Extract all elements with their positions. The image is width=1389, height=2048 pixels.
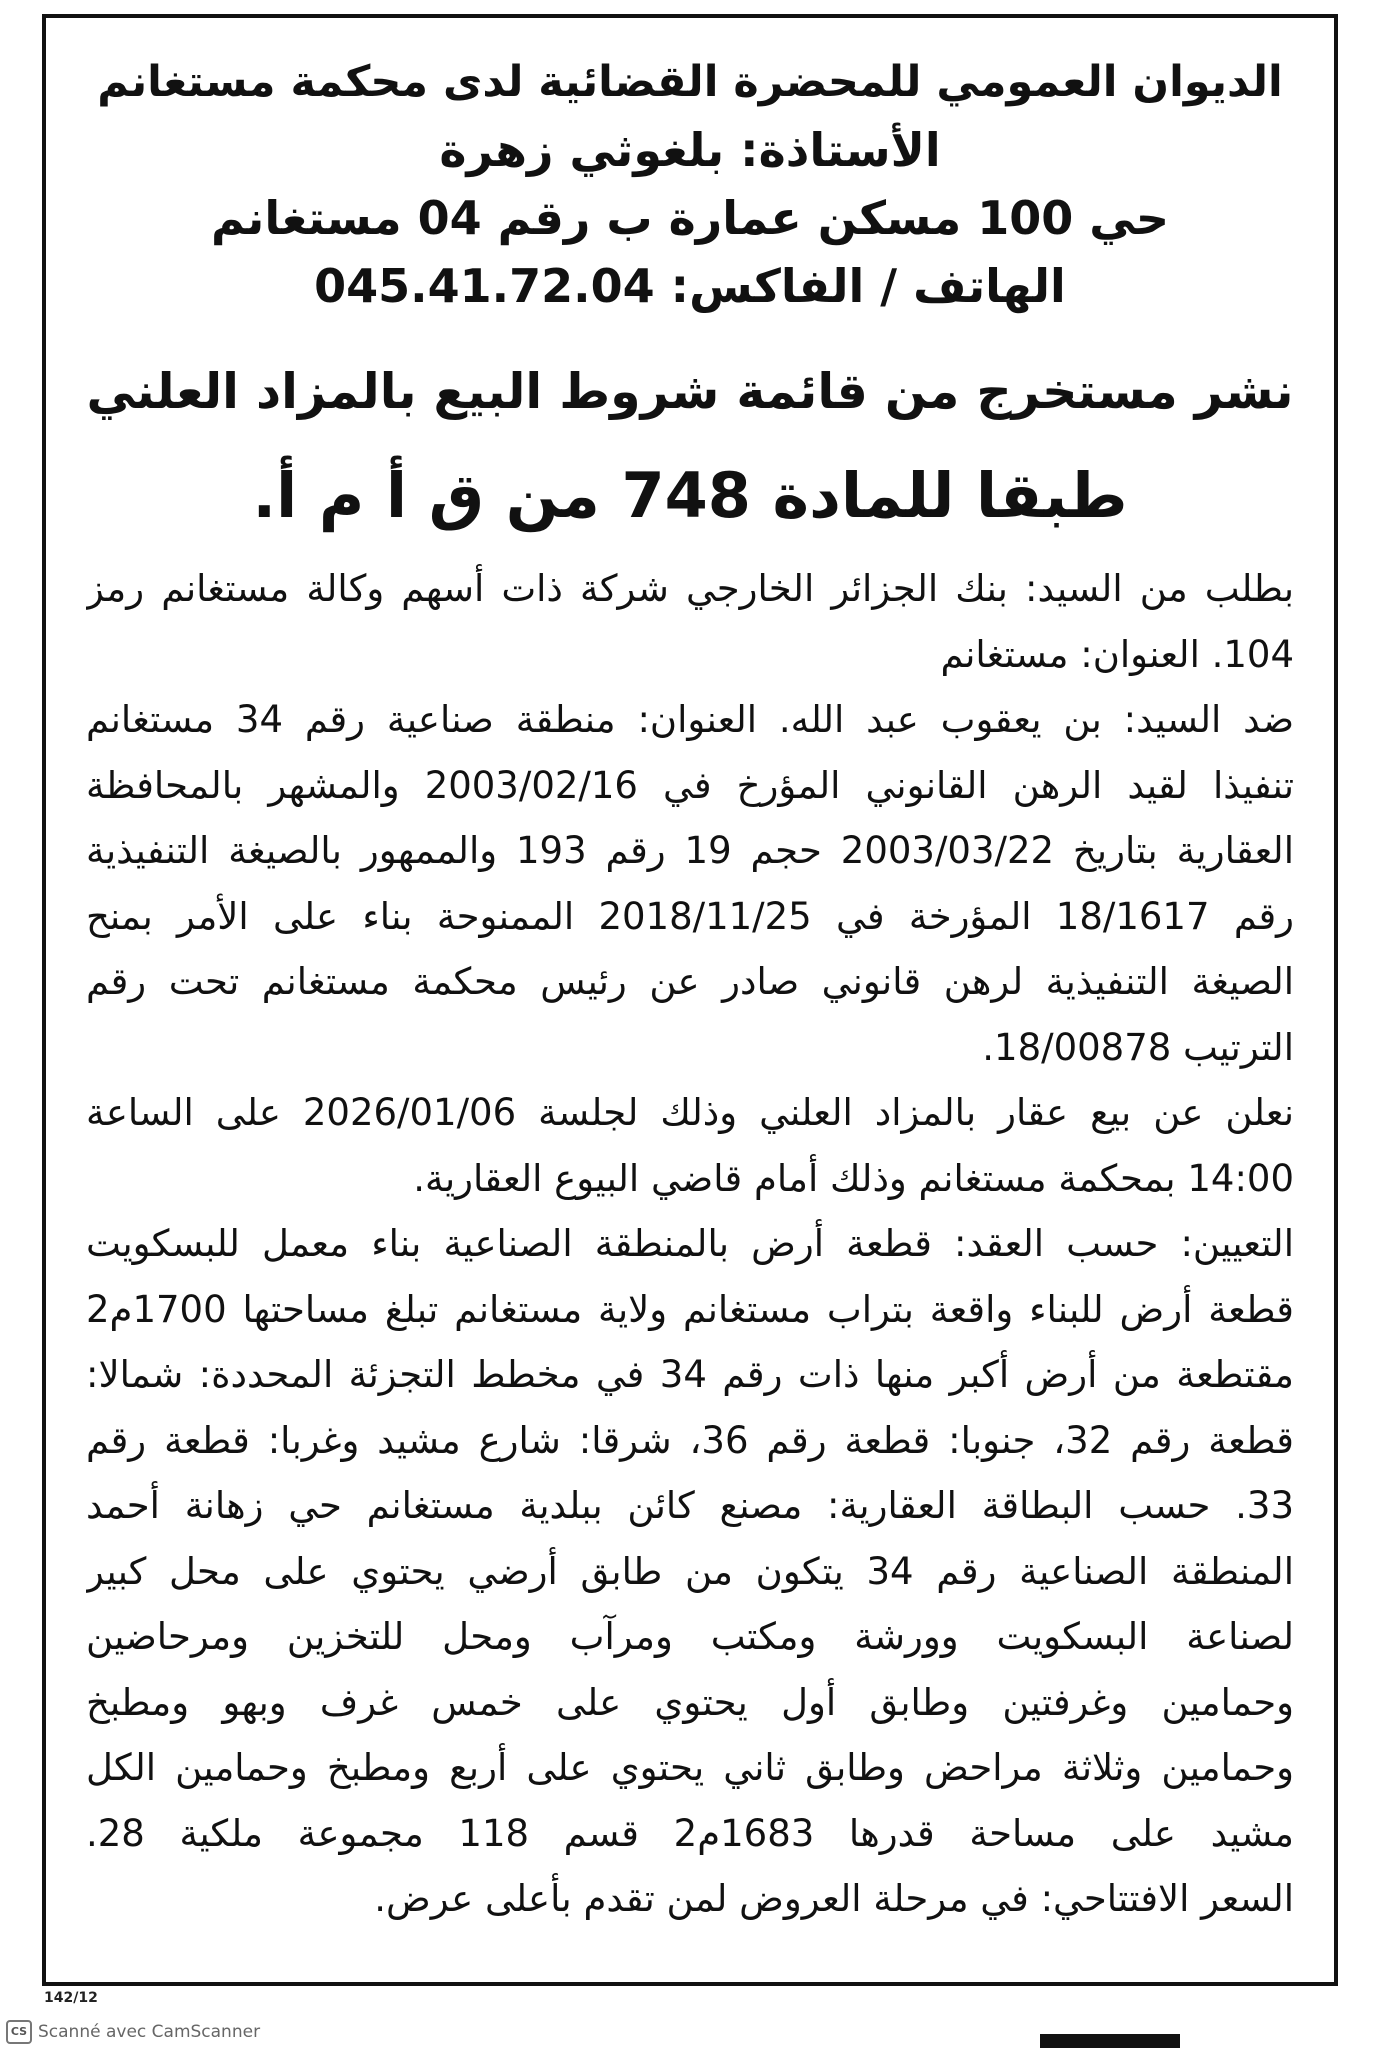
- body-line: نعلن عن بيع عقار بالمزاد العلني وذلك لجلسة 2026/01/06 على الساعة: [86, 1091, 1294, 1134]
- notice-title-line-1: نشر مستخرج من قائمة شروط البيع بالمزاد العلني: [86, 363, 1294, 420]
- camscanner-icon: CS: [6, 2020, 32, 2044]
- page-code: 142/12: [44, 1990, 98, 2006]
- body-line: المنطقة الصناعية رقم 34 يتكون من طابق أرضي يحتوي على محل كبير: [86, 1549, 1294, 1593]
- body-line: قطعة أرض للبناء واقعة بتراب مستغانم ولاية مستغانم تبلغ مساحتها 1700م2: [86, 1287, 1294, 1331]
- office-name: الديوان العمومي للمحضرة القضائية لدى محكمة مستغانم: [97, 57, 1283, 107]
- office-phone-fax: الهاتف / الفاكس: 045.41.72.04: [314, 259, 1066, 313]
- body-line: السعر الافتتاحي: في مرحلة العروض لمن تقدم بأعلى عرض.: [374, 1877, 1294, 1920]
- notice-title: [86, 340, 1294, 548]
- bailiff-name: الأستاذة: بلغوثي زهرة: [439, 123, 941, 177]
- body-line: 14:00 بمحكمة مستغانم وذلك أمام قاضي البيوع العقارية.: [413, 1156, 1294, 1200]
- body-line: ضد السيد: بن يعقوب عبد الله. العنوان: منطقة صناعية رقم 34 مستغانم: [86, 698, 1294, 741]
- body-line: 33. حسب البطاقة العقارية: مصنع كائن ببلدية مستغانم حي زهانة أحمد: [86, 1484, 1294, 1527]
- office-address: حي 100 مسكن عمارة ب رقم 04 مستغانم: [210, 191, 1169, 245]
- body-line: قطعة رقم 32، جنوبا: قطعة رقم 36، شرقا: شارع مشيد وغربا: قطعة رقم: [86, 1418, 1294, 1462]
- body-line: مقتطعة من أرض أكبر منها ذات رقم 34 في مخطط التجزئة المحددة: شمالا:: [86, 1353, 1294, 1396]
- body-line: الصيغة التنفيذية لرهن قانوني صادر عن رئيس محكمة مستغانم تحت رقم: [86, 960, 1294, 1003]
- body-line: وحمامين وغرفتين وطابق أول يحتوي على خمس غرف وبهو ومطبخ: [86, 1680, 1294, 1724]
- body-line: بطلب من السيد: بنك الجزائر الخارجي شركة ذات أسهم وكالة مستغانم رمز: [86, 567, 1294, 610]
- notice-body: [86, 556, 1294, 1932]
- office-header: [86, 48, 1294, 320]
- body-line: 104. العنوان: مستغانم: [940, 632, 1294, 676]
- body-line: الترتيب 18/00878.: [982, 1025, 1294, 1069]
- bottom-edge-bar: [1040, 2034, 1180, 2048]
- body-line: رقم 18/1617 المؤرخة في 2018/11/25 الممنوحة بناء على الأمر بمنح: [86, 894, 1294, 938]
- body-line: وحمامين وثلاثة مراحض وطابق ثاني يحتوي على أربع ومطبخ وحمامين الكل: [86, 1746, 1294, 1789]
- body-line: التعيين: حسب العقد: قطعة أرض بالمنطقة الصناعية بناء معمل للبسكويت: [86, 1222, 1294, 1265]
- notice-frame: [42, 14, 1338, 1986]
- body-line: تنفيذا لقيد الرهن القانوني المؤرخ في 2003/02/16 والمشهر بالمحافظة: [86, 763, 1294, 807]
- body-line: لصناعة البسكويت وورشة ومكتب ومرآب ومحل للتخزين ومرحاضين: [86, 1615, 1294, 1658]
- notice-title-line-2: طبقا للمادة 748 من ق أ م أ.: [252, 459, 1128, 532]
- scanner-watermark: [6, 2020, 260, 2044]
- body-line: مشيد على مساحة قدرها 1683م2 قسم 118 مجموعة ملكية 28.: [86, 1811, 1294, 1855]
- body-line: العقارية بتاريخ 2003/03/22 حجم 19 رقم 193 والممهور بالصيغة التنفيذية: [86, 829, 1294, 872]
- scanner-text: Scanné avec CamScanner: [38, 2022, 261, 2042]
